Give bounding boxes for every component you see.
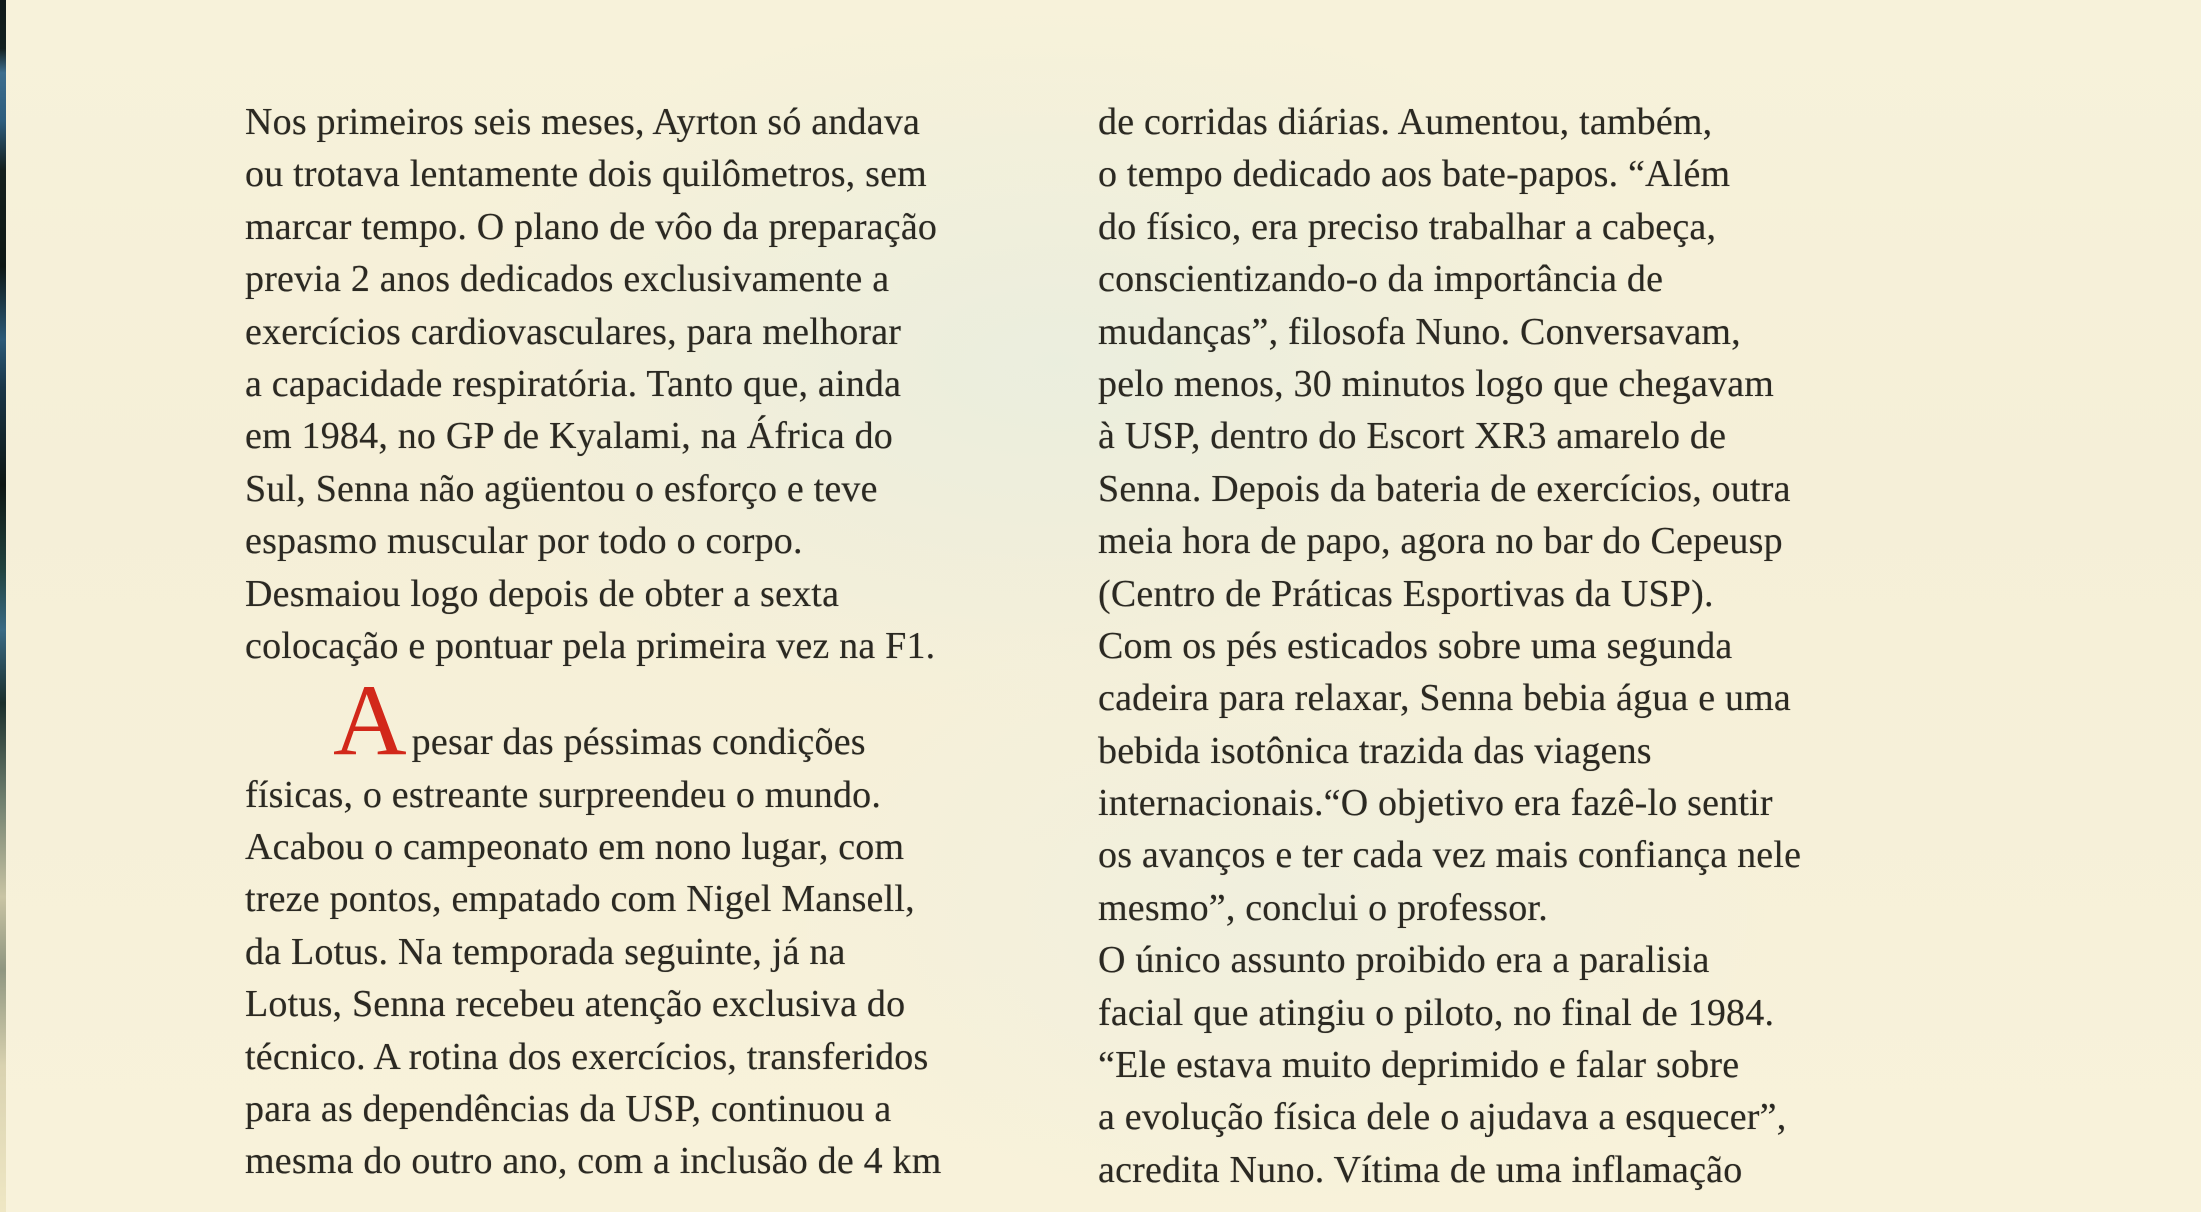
paragraph-2	[245, 664, 1065, 1188]
text-line: acredita Nuno. Vítima de uma inflamação	[1098, 1148, 1743, 1191]
text-line: mesma do outro ano, com a inclusão de 4 km	[245, 1140, 942, 1183]
text-line: espasmo muscular por todo o corpo.	[245, 520, 803, 563]
text-line: O único assunto proibido era a paralisia	[1098, 939, 1710, 982]
text-line: o tempo dedicado aos bate-papos. “Além	[1098, 153, 1731, 196]
text-line: marcar tempo. O plano de vôo da preparação	[245, 205, 938, 248]
text-line: facial que atingiu o piloto, no final de 1984.	[1098, 991, 1775, 1034]
text-line: meia hora de papo, agora no bar do Cepeusp	[1098, 520, 1783, 563]
left-text-column	[245, 96, 1065, 1188]
text-line: internacionais.“O objetivo era fazê-lo sentir	[1098, 782, 1773, 825]
text-line: ou trotava lentamente dois quilômetros, sem	[245, 153, 927, 196]
text-line: da Lotus. Na temporada seguinte, já na	[245, 930, 846, 973]
text-line: cadeira para relaxar, Senna bebia água e uma	[1098, 677, 1791, 720]
text-line: (Centro de Práticas Esportivas da USP).	[1098, 572, 1714, 615]
text-line: a evolução física dele o ajudava a esquecer”,	[1098, 1096, 1787, 1139]
text-line: pesar das péssimas condições	[411, 721, 866, 764]
text-line: de corridas diárias. Aumentou, também,	[1098, 101, 1713, 143]
text-line: previa 2 anos dedicados exclusivamente a	[245, 258, 890, 301]
text-line: colocação e pontuar pela primeira vez na F1.	[245, 624, 936, 667]
text-line: Sul, Senna não agüentou o esforço e teve	[245, 467, 878, 510]
text-line: conscientizando-o da importância de	[1098, 258, 1664, 301]
text-line: exercícios cardiovasculares, para melhorar	[245, 310, 902, 353]
text-line: Desmaiou logo depois de obter a sexta	[245, 572, 840, 615]
text-line: bebida isotônica trazida das viagens	[1098, 729, 1652, 772]
text-line: mesmo”, conclui o professor.	[1098, 886, 1548, 929]
text-line: “Ele estava muito deprimido e falar sobre	[1098, 1044, 1740, 1087]
text-line: mudanças”, filosofa Nuno. Conversavam,	[1098, 310, 1741, 353]
dropcap-line: A pesar das péssimas condições	[333, 664, 866, 778]
text-line: para as dependências da USP, continuou a	[245, 1088, 892, 1131]
text-line: treze pontos, empatado com Nigel Mansell,	[245, 878, 915, 921]
text-line: do físico, era preciso trabalhar a cabeça,	[1098, 205, 1717, 248]
text-line: técnico. A rotina dos exercícios, transferidos	[245, 1035, 929, 1078]
text-line: em 1984, no GP de Kyalami, na África do	[245, 415, 894, 458]
text-line: pelo menos, 30 minutos logo que chegavam	[1098, 362, 1775, 405]
text-line: a capacidade respiratória. Tanto que, ainda	[245, 362, 902, 405]
text-line: físicas, o estreante surpreendeu o mundo.	[245, 773, 882, 816]
text-line: Com os pés esticados sobre uma segunda	[1098, 624, 1733, 667]
text-line: Senna. Depois da bateria de exercícios, outra	[1098, 467, 1791, 510]
text-line: à USP, dentro do Escort XR3 amarelo de	[1098, 415, 1727, 458]
text-line: os avanços e ter cada vez mais confiança nele	[1098, 834, 1802, 877]
left-page-edge-strip	[0, 0, 6, 1212]
paragraph-1	[245, 96, 1065, 672]
right-text-column	[1098, 96, 1918, 1196]
text-line: Lotus, Senna recebeu atenção exclusiva do	[245, 983, 906, 1026]
text-line: Acabou o campeonato em nono lugar, com	[245, 826, 905, 869]
text-line: Nos primeiros seis meses, Ayrton só andava	[245, 101, 921, 143]
